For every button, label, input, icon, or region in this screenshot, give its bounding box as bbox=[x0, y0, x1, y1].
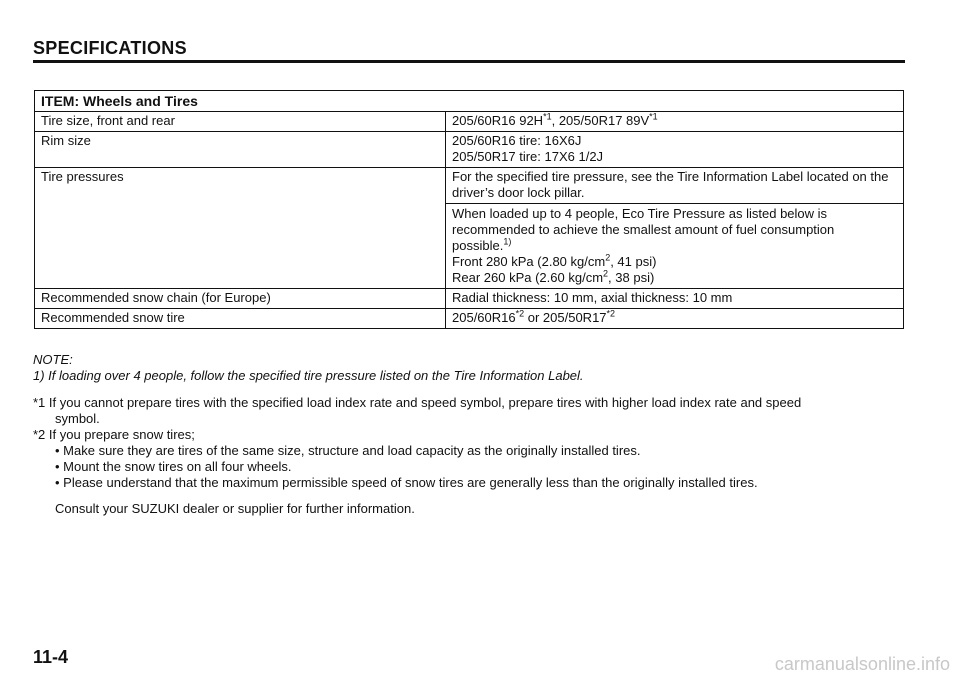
title-rule bbox=[33, 60, 905, 63]
front-pressure: Front 280 kPa (2.80 $kg/cm^2$, 41 psi) bbox=[452, 252, 657, 269]
snow-tire-label: Recommended snow tire bbox=[35, 309, 446, 329]
footnote-2: *2 If you prepare snow tires; bbox=[33, 427, 195, 442]
note-title: NOTE: bbox=[33, 352, 73, 367]
footnote-1: *1 If you cannot prepare tires with the specified load index rate and speed symbol, prepare tires with higher load index rate and speed bbox=[33, 395, 802, 410]
rear-pressure: Rear 260 kPa (2.60 $kg/cm^2$, 38 psi) bbox=[452, 268, 655, 285]
footnotes bbox=[33, 395, 913, 517]
rim-size-label: Rim size bbox=[35, 132, 446, 168]
tire-size-label: Tire size, front and rear bbox=[35, 112, 446, 132]
footnote-bullet: • Mount the snow tires on all four wheels. bbox=[55, 459, 292, 474]
snow-tire-value: 205/60R16$^{*2}$ or 205/50R17$^{*2}$ bbox=[446, 309, 904, 329]
footnote-1-cont: symbol. bbox=[55, 411, 100, 426]
watermark: carmanualsonline.info bbox=[774, 654, 950, 674]
tire-pressures-value bbox=[446, 168, 904, 289]
snow-chain-label: Recommended snow chain (for Europe) bbox=[35, 289, 446, 309]
table-heading: ITEM: Wheels and Tires bbox=[35, 91, 904, 112]
consult-text: Consult your SUZUKI dealer or supplier for further information. bbox=[55, 501, 415, 516]
tire-size-value: 205/60R16 $92H^{*1}$, 205/50R17 $89V^{*1}$ bbox=[446, 112, 904, 132]
table-row bbox=[35, 309, 904, 329]
tire-pressure-info: For the specified tire pressure, see the Tire Information Label located on the driver’s door lock pillar. bbox=[452, 169, 889, 200]
table-row bbox=[35, 132, 904, 168]
table-row bbox=[35, 168, 904, 289]
table-header-row bbox=[35, 91, 904, 112]
note-text: 1) If loading over 4 people, follow the specified tire pressure listed on the Tire Information Label. bbox=[33, 368, 584, 383]
footnote-bullet: • Please understand that the maximum permissible speed of snow tires are generally less than the originally installed tires. bbox=[55, 475, 758, 490]
rim-size-line: 205/60R16 tire: 16X6J bbox=[452, 133, 582, 148]
rim-size-line: 205/50R17 tire: 17X6 1/2J bbox=[452, 149, 604, 164]
page-title: SPECIFICATIONS bbox=[33, 38, 187, 58]
page-number: 11-4 bbox=[33, 647, 69, 667]
table-row bbox=[35, 112, 904, 132]
footnote-bullet: • Make sure they are tires of the same size, structure and load capacity as the originally installed tires. bbox=[55, 443, 641, 458]
eco-tire-pressure: When loaded up to 4 people, Eco Tire Pressure as listed below is recommended to achieve the smallest amount of fuel consumption possible.$^{1)}$ Front 280 kPa (2.80 $kg/cm^2$, 41 psi) Rear 260 kPa (2.60 $kg/cm^2$, 38 psi) bbox=[446, 203, 903, 286]
rim-size-value bbox=[446, 132, 904, 168]
table-row bbox=[35, 289, 904, 309]
tire-pressures-label: Tire pressures bbox=[35, 168, 446, 289]
snow-chain-value: Radial thickness: 10 mm, axial thickness: 10 mm bbox=[446, 289, 904, 309]
specifications-table bbox=[34, 90, 904, 329]
